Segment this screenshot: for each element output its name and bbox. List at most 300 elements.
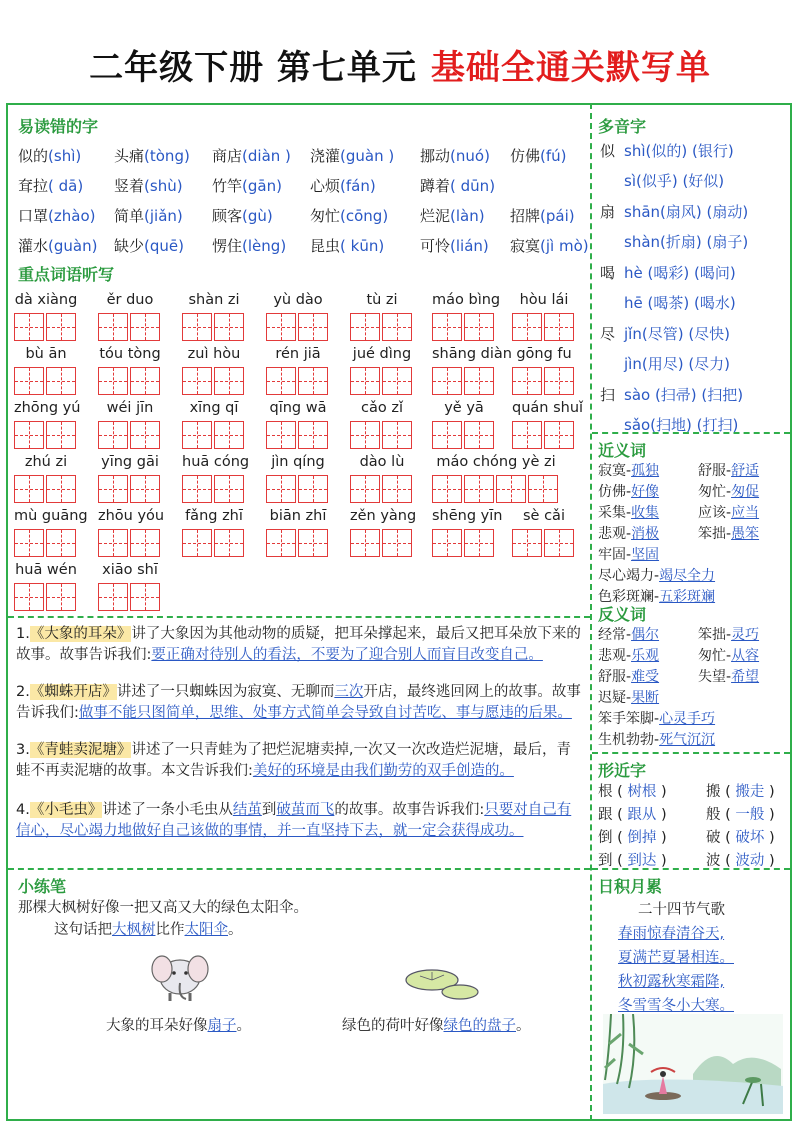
writing-box[interactable] bbox=[350, 421, 380, 449]
writing-box[interactable] bbox=[14, 421, 44, 449]
antonyms-pair bbox=[598, 666, 659, 686]
easy-word bbox=[18, 235, 97, 256]
divider bbox=[8, 868, 590, 870]
writing-box[interactable] bbox=[512, 421, 542, 449]
dictation-boxes[interactable] bbox=[14, 313, 78, 341]
synonyms-answer: 愚笨 bbox=[731, 526, 760, 542]
writing-box[interactable] bbox=[46, 583, 76, 611]
story-summary bbox=[16, 800, 584, 842]
dictation-pinyin: hòu lái bbox=[519, 292, 569, 308]
writing-box[interactable] bbox=[382, 529, 412, 557]
easy-word-pinyin: tòng bbox=[149, 147, 184, 165]
dictation-pinyin: xīng qī bbox=[189, 400, 239, 416]
writing-box[interactable] bbox=[350, 313, 380, 341]
antonyms-answer: 死气沉沉 bbox=[659, 732, 716, 748]
dictation-boxes[interactable] bbox=[98, 367, 162, 395]
dictation-pinyin: shāng diàn bbox=[432, 346, 512, 362]
writing-box[interactable] bbox=[214, 421, 244, 449]
easy-word bbox=[114, 205, 183, 226]
dictation-boxes[interactable] bbox=[98, 583, 162, 611]
easy-word bbox=[310, 205, 388, 226]
dictation-row bbox=[14, 344, 586, 398]
divider bbox=[8, 616, 590, 618]
paren: ( bbox=[450, 177, 456, 195]
paren: ( bbox=[48, 177, 54, 195]
polyphonic-char: 似 bbox=[600, 142, 616, 160]
practice-heading: 小练笔 bbox=[18, 877, 67, 896]
writing-box[interactable] bbox=[496, 475, 526, 503]
dictation-pinyin: máo chóng yè zi bbox=[436, 454, 556, 470]
writing-box[interactable] bbox=[544, 421, 574, 449]
paren: ( bbox=[540, 147, 546, 165]
writing-box[interactable] bbox=[14, 313, 44, 341]
writing-box[interactable] bbox=[182, 529, 212, 557]
antonyms-word: 悲观- bbox=[598, 648, 632, 664]
writing-box[interactable] bbox=[266, 367, 296, 395]
polyphonic-char: 喝 bbox=[600, 264, 616, 282]
paren: ( bbox=[720, 807, 736, 823]
dictation-boxes[interactable] bbox=[14, 475, 78, 503]
paren: ) bbox=[369, 177, 376, 195]
easy-word bbox=[212, 145, 291, 166]
dictation-boxes[interactable] bbox=[14, 367, 78, 395]
similar-word: 跟从 bbox=[627, 807, 657, 823]
dictation-boxes[interactable] bbox=[512, 313, 576, 341]
dictation-boxes[interactable] bbox=[182, 421, 246, 449]
paren: ( bbox=[48, 147, 54, 165]
writing-box[interactable] bbox=[382, 313, 412, 341]
dictation-pinyin: xiāo shī bbox=[102, 562, 158, 578]
dictation-item bbox=[182, 452, 250, 503]
writing-box[interactable] bbox=[298, 475, 328, 503]
dictation-boxes[interactable] bbox=[432, 367, 496, 395]
landscape-illustration bbox=[603, 1014, 783, 1114]
dictation-heading: 重点词语听写 bbox=[18, 265, 115, 284]
polyphonic-reading: sào (扫帚) (扫把) bbox=[624, 386, 744, 404]
paren: ( bbox=[720, 830, 736, 846]
writing-box[interactable] bbox=[98, 367, 128, 395]
similar-char: 根 bbox=[598, 784, 613, 800]
dictation-pinyin: zěn yàng bbox=[350, 508, 417, 524]
writing-box[interactable] bbox=[130, 583, 160, 611]
dictation-pinyin: gōng fu bbox=[516, 346, 572, 362]
easy-word-pinyin: lèng bbox=[247, 237, 281, 255]
similar-char: 般 bbox=[706, 807, 721, 823]
dictation-item bbox=[182, 398, 246, 449]
easy-word-pinyin: lián bbox=[455, 237, 483, 255]
writing-box[interactable] bbox=[266, 529, 296, 557]
dictation-pinyin: wéi jīn bbox=[106, 400, 154, 416]
writing-box[interactable] bbox=[98, 529, 128, 557]
story-number: 1. bbox=[16, 626, 30, 642]
easy-word bbox=[114, 175, 183, 196]
dictation-boxes[interactable] bbox=[98, 313, 162, 341]
similar-char: 破 bbox=[706, 830, 721, 846]
synonyms-pair bbox=[598, 460, 659, 480]
similar-char-pair bbox=[598, 780, 667, 801]
easy-word-char: 耷拉 bbox=[18, 177, 49, 195]
lotus-leaf-illustration bbox=[400, 962, 482, 1004]
antonyms-word: 生机勃勃- bbox=[598, 732, 660, 748]
paren: ) bbox=[764, 807, 775, 823]
easy-word-pinyin: quē bbox=[149, 237, 179, 255]
antonyms-pair bbox=[598, 645, 659, 665]
writing-box[interactable] bbox=[464, 421, 494, 449]
writing-box[interactable] bbox=[182, 475, 212, 503]
antonyms-answer: 从容 bbox=[731, 648, 760, 664]
easy-word-char: 仿佛 bbox=[510, 147, 541, 165]
dictation-boxes[interactable] bbox=[512, 529, 576, 557]
writing-box[interactable] bbox=[98, 421, 128, 449]
writing-box[interactable] bbox=[544, 367, 574, 395]
dictation-pinyin: zuì hòu bbox=[187, 346, 241, 362]
antonyms-answer: 灵巧 bbox=[731, 627, 760, 643]
dictation-pinyin: máo bìng bbox=[432, 292, 501, 308]
easy-word-char: 简单 bbox=[114, 207, 145, 225]
dictation-boxes[interactable] bbox=[14, 421, 78, 449]
story-summary bbox=[16, 740, 584, 782]
dictation-item bbox=[350, 452, 414, 503]
dictation-pinyin: shēng yīn bbox=[432, 508, 503, 524]
synonyms-answer: 应当 bbox=[731, 505, 760, 521]
writing-box[interactable] bbox=[14, 583, 44, 611]
dictation-boxes[interactable] bbox=[266, 421, 330, 449]
paren: ) bbox=[489, 177, 496, 195]
dictation-pinyin: biān zhī bbox=[269, 508, 327, 524]
practice-analysis bbox=[54, 918, 243, 939]
writing-box[interactable] bbox=[46, 313, 76, 341]
similar-char-pair bbox=[598, 826, 667, 847]
dictation-item bbox=[266, 344, 330, 395]
writing-box[interactable] bbox=[298, 529, 328, 557]
easy-word bbox=[212, 235, 286, 256]
paren: ( bbox=[340, 207, 346, 225]
story-summary bbox=[16, 624, 584, 666]
dictation-boxes[interactable] bbox=[350, 529, 414, 557]
polyphonic-reading: jǐn(尽管) (尽快) bbox=[624, 325, 731, 343]
dictation-item bbox=[266, 452, 330, 503]
paren: ( bbox=[144, 207, 150, 225]
story-title: 《大象的耳朵》 bbox=[29, 626, 132, 642]
practice-example-1 bbox=[106, 1014, 251, 1035]
dictation-pinyin: ěr duo bbox=[106, 292, 154, 308]
writing-box[interactable] bbox=[266, 313, 296, 341]
writing-box[interactable] bbox=[528, 475, 558, 503]
dictation-item bbox=[266, 290, 330, 341]
synonyms-answer: 五彩斑斓 bbox=[659, 589, 716, 605]
synonyms-word: 色彩斑斓- bbox=[598, 589, 660, 605]
paren: ( bbox=[450, 207, 456, 225]
dictation-boxes[interactable] bbox=[512, 367, 576, 395]
dictation-boxes[interactable] bbox=[98, 475, 162, 503]
dictation-pinyin: dà xiàng bbox=[14, 292, 78, 308]
paren: ( bbox=[450, 147, 456, 165]
writing-box[interactable] bbox=[432, 475, 462, 503]
dictation-boxes[interactable] bbox=[14, 529, 78, 557]
antonyms-answer: 希望 bbox=[731, 669, 760, 685]
paren: ( bbox=[612, 853, 628, 869]
antonyms-answer: 心灵手巧 bbox=[659, 711, 716, 727]
writing-box[interactable] bbox=[544, 313, 574, 341]
story-title: 《小毛虫》 bbox=[29, 802, 103, 818]
dictation-boxes[interactable] bbox=[98, 529, 162, 557]
writing-box[interactable] bbox=[98, 313, 128, 341]
writing-box[interactable] bbox=[464, 313, 494, 341]
synonyms-word: 笨拙- bbox=[698, 526, 732, 542]
dictation-pinyin: bù ān bbox=[25, 346, 67, 362]
dictation-pinyin: shàn zi bbox=[188, 292, 240, 308]
writing-box[interactable] bbox=[464, 529, 494, 557]
writing-box[interactable] bbox=[382, 421, 412, 449]
writing-box[interactable] bbox=[350, 529, 380, 557]
paren: ( bbox=[340, 237, 346, 255]
paren: ) bbox=[382, 207, 389, 225]
story-blank: 结茧 bbox=[232, 802, 262, 818]
easy-word-pinyin: shì bbox=[53, 147, 76, 165]
easy-word-char: 匆忙 bbox=[310, 207, 341, 225]
writing-box[interactable] bbox=[432, 529, 462, 557]
dictation-boxes[interactable] bbox=[14, 583, 78, 611]
dictation-boxes[interactable] bbox=[350, 313, 414, 341]
antonyms-word: 舒服- bbox=[598, 669, 632, 685]
dictation-boxes[interactable] bbox=[350, 475, 414, 503]
paren: ( bbox=[450, 237, 456, 255]
paren: ) bbox=[75, 147, 82, 165]
writing-box[interactable] bbox=[98, 475, 128, 503]
dictation-item bbox=[14, 344, 78, 395]
dictation-item bbox=[14, 506, 88, 557]
writing-box[interactable] bbox=[298, 367, 328, 395]
dictation-pinyin: yě yā bbox=[444, 400, 484, 416]
dictation-boxes[interactable] bbox=[266, 367, 330, 395]
paren: ) bbox=[482, 237, 489, 255]
dictation-item bbox=[98, 452, 162, 503]
easy-words-heading: 易读错的字 bbox=[18, 117, 99, 136]
dictation-boxes[interactable] bbox=[266, 529, 330, 557]
poem-line: 春雨惊春清谷天, bbox=[618, 926, 725, 942]
writing-box[interactable] bbox=[214, 367, 244, 395]
easy-word bbox=[510, 235, 589, 256]
analysis-text: 。 bbox=[228, 922, 243, 938]
dictation-pinyin: huā cóng bbox=[182, 454, 250, 470]
story-text: 讲述了一只青蛙为了把烂泥塘卖掉,一次又一次改造烂泥塘，最后，青蛙不再卖泥塘的故事。本文告诉我们: bbox=[16, 742, 571, 779]
similar-chars-heading: 形近字 bbox=[598, 761, 647, 780]
paren: ( bbox=[242, 237, 248, 255]
dictation-boxes[interactable] bbox=[432, 421, 496, 449]
paren: ) bbox=[266, 207, 273, 225]
writing-box[interactable] bbox=[130, 421, 160, 449]
writing-box[interactable] bbox=[214, 529, 244, 557]
synonyms-word: 舒服- bbox=[698, 463, 732, 479]
writing-box[interactable] bbox=[350, 475, 380, 503]
polyphonic-heading: 多音字 bbox=[598, 117, 647, 136]
writing-box[interactable] bbox=[512, 313, 542, 341]
paren: ) bbox=[178, 237, 184, 255]
writing-box[interactable] bbox=[512, 367, 542, 395]
similar-word: 倒掉 bbox=[627, 830, 657, 846]
writing-box[interactable] bbox=[266, 475, 296, 503]
synonyms-pair bbox=[598, 544, 659, 564]
writing-box[interactable] bbox=[46, 421, 76, 449]
dictation-pinyin: zhōng yú bbox=[14, 400, 81, 416]
writing-box[interactable] bbox=[350, 367, 380, 395]
writing-box[interactable] bbox=[46, 529, 76, 557]
easy-word bbox=[420, 205, 485, 226]
synonyms-word: 悲观- bbox=[598, 526, 632, 542]
easy-word-char: 灌水 bbox=[18, 237, 49, 255]
easy-word-char: 挪动 bbox=[420, 147, 451, 165]
dictation-item bbox=[98, 344, 162, 395]
dictation-boxes[interactable] bbox=[350, 367, 414, 395]
writing-box[interactable] bbox=[182, 367, 212, 395]
dictation-item bbox=[14, 398, 81, 449]
story-number: 2. bbox=[16, 684, 30, 700]
dictation-item bbox=[182, 344, 246, 395]
antonyms-pair bbox=[598, 708, 715, 728]
dictation-boxes[interactable] bbox=[182, 313, 246, 341]
writing-box[interactable] bbox=[46, 367, 76, 395]
dictation-boxes[interactable] bbox=[432, 475, 560, 503]
writing-box[interactable] bbox=[544, 529, 574, 557]
writing-box[interactable] bbox=[298, 313, 328, 341]
easy-word-char: 竹竿 bbox=[212, 177, 243, 195]
polyphonic-reading: shān(扇风) (扇动) bbox=[624, 203, 749, 221]
paren: ( bbox=[144, 237, 150, 255]
easy-word bbox=[420, 235, 489, 256]
dictation-item bbox=[432, 398, 496, 449]
writing-box[interactable] bbox=[14, 529, 44, 557]
dictation-pinyin: jué dìng bbox=[352, 346, 412, 362]
example-answer: 绿色的盘子 bbox=[443, 1018, 516, 1034]
easy-word-char: 蹲着 bbox=[420, 177, 451, 195]
synonyms-word: 牢固- bbox=[598, 547, 632, 563]
writing-box[interactable] bbox=[14, 475, 44, 503]
dictation-boxes[interactable] bbox=[182, 529, 246, 557]
dictation-row bbox=[14, 398, 586, 452]
dictation-boxes[interactable] bbox=[350, 421, 414, 449]
dictation-item bbox=[182, 506, 246, 557]
dictation-item bbox=[266, 398, 330, 449]
easy-word-char: 昆虫 bbox=[310, 237, 341, 255]
antonyms-word: 失望- bbox=[698, 669, 732, 685]
writing-box[interactable] bbox=[432, 367, 462, 395]
antonyms-answer: 果断 bbox=[631, 690, 660, 706]
easy-word-pinyin: jì mò bbox=[545, 237, 583, 255]
story-text: 的故事。故事告诉我们: bbox=[334, 802, 485, 818]
easy-word-pinyin: cōng bbox=[345, 207, 383, 225]
dictation-boxes[interactable] bbox=[266, 313, 330, 341]
writing-box[interactable] bbox=[130, 313, 160, 341]
antonyms-pair bbox=[698, 624, 759, 644]
writing-box[interactable] bbox=[432, 421, 462, 449]
writing-box[interactable] bbox=[182, 313, 212, 341]
title-main: 二年级下册 第七单元 bbox=[89, 48, 417, 88]
paren: ) bbox=[176, 207, 183, 225]
writing-box[interactable] bbox=[266, 421, 296, 449]
writing-box[interactable] bbox=[464, 475, 494, 503]
dictation-item bbox=[350, 506, 417, 557]
story-answer: 只要对自己有信心，尽心竭力地做好自己该做的事情，并一直坚持下去，就一定会获得成功。 bbox=[16, 802, 572, 839]
writing-box[interactable] bbox=[382, 367, 412, 395]
dictation-item bbox=[98, 290, 162, 341]
paren: ) bbox=[183, 147, 190, 165]
easy-word-char: 愣住 bbox=[212, 237, 243, 255]
paren: ( bbox=[144, 177, 150, 195]
antonyms-answer: 乐观 bbox=[631, 648, 660, 664]
polyphonic-char: 尽 bbox=[600, 325, 616, 343]
polyphonic-reading: shì(似的) (银行) bbox=[624, 142, 734, 160]
easy-word bbox=[310, 235, 384, 256]
polyphonic-reading: hè (喝彩) (喝问) bbox=[624, 264, 736, 282]
similar-word: 波动 bbox=[735, 853, 765, 869]
dictation-pinyin: qīng wā bbox=[269, 400, 327, 416]
dictation-boxes[interactable] bbox=[266, 475, 330, 503]
poem-line: 秋初露秋寒霜降, bbox=[618, 974, 725, 990]
writing-box[interactable] bbox=[130, 367, 160, 395]
writing-box[interactable] bbox=[464, 367, 494, 395]
easy-word-char: 烂泥 bbox=[420, 207, 451, 225]
synonyms-pair bbox=[598, 565, 715, 585]
writing-box[interactable] bbox=[214, 313, 244, 341]
easy-word bbox=[114, 235, 184, 256]
dictation-boxes[interactable] bbox=[512, 421, 576, 449]
story-text: 讲述了一只蜘蛛因为寂寞、无聊而 bbox=[116, 684, 335, 700]
dictation-pinyin: zhú zi bbox=[24, 454, 68, 470]
easy-word-char: 浇灌 bbox=[310, 147, 341, 165]
dictation-item bbox=[432, 506, 503, 557]
column-divider bbox=[590, 103, 592, 1121]
writing-box[interactable] bbox=[298, 421, 328, 449]
writing-box[interactable] bbox=[130, 475, 160, 503]
dictation-boxes[interactable] bbox=[432, 529, 496, 557]
synonyms-answer: 匆促 bbox=[731, 484, 760, 500]
paren: ) bbox=[77, 177, 84, 195]
similar-word: 破坏 bbox=[735, 830, 765, 846]
dictation-item bbox=[512, 290, 576, 341]
writing-box[interactable] bbox=[46, 475, 76, 503]
dictation-boxes[interactable] bbox=[98, 421, 162, 449]
dictation-boxes[interactable] bbox=[182, 475, 246, 503]
writing-box[interactable] bbox=[182, 421, 212, 449]
writing-box[interactable] bbox=[432, 313, 462, 341]
writing-box[interactable] bbox=[512, 529, 542, 557]
writing-box[interactable] bbox=[214, 475, 244, 503]
writing-box[interactable] bbox=[382, 475, 412, 503]
antonyms-word: 迟疑- bbox=[598, 690, 632, 706]
divider bbox=[592, 752, 790, 754]
writing-box[interactable] bbox=[14, 367, 44, 395]
antonyms-answer: 难受 bbox=[631, 669, 660, 685]
paren: ( bbox=[242, 207, 248, 225]
antonyms-word: 笨拙- bbox=[698, 627, 732, 643]
dictation-boxes[interactable] bbox=[182, 367, 246, 395]
easy-word-pinyin: kūn bbox=[345, 237, 379, 255]
story-text: 开店，最终逃回网上的故事。故事告诉我们: bbox=[16, 684, 581, 721]
dictation-item bbox=[350, 290, 414, 341]
dictation-boxes[interactable] bbox=[432, 313, 496, 341]
easy-word bbox=[212, 175, 282, 196]
paren: ) bbox=[89, 207, 96, 225]
dictation-pinyin: yù dào bbox=[273, 292, 323, 308]
synonyms-answer: 消极 bbox=[631, 526, 660, 542]
synonyms-heading: 近义词 bbox=[598, 441, 647, 460]
paren: ) bbox=[764, 853, 775, 869]
writing-box[interactable] bbox=[130, 529, 160, 557]
dictation-pinyin: sè cǎi bbox=[523, 508, 565, 524]
dictation-pinyin: dào lù bbox=[359, 454, 405, 470]
easy-word-char: 商店 bbox=[212, 147, 243, 165]
writing-box[interactable] bbox=[98, 583, 128, 611]
